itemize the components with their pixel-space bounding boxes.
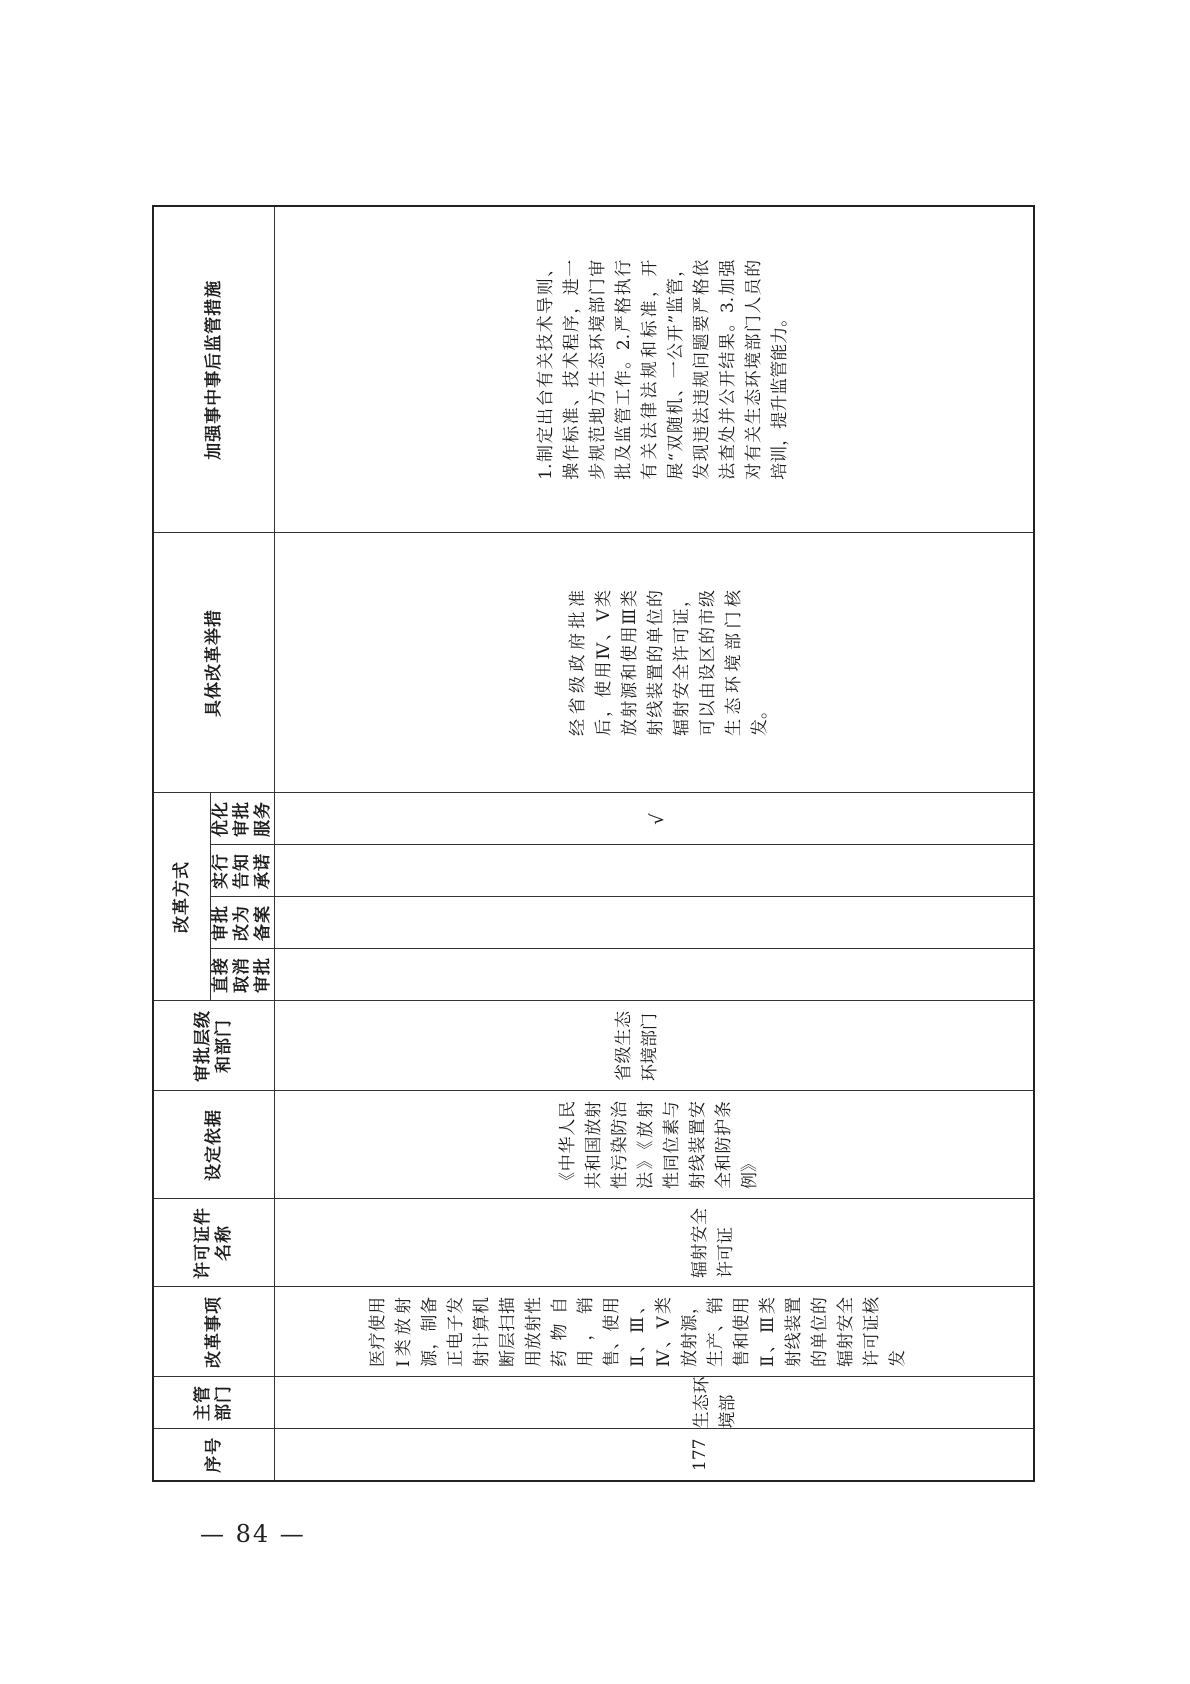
cell-supervision [275,206,1035,533]
mode-notify-value [275,846,645,897]
header-item: 改革事项 [153,1287,275,1377]
rotated-table-sheet [152,207,1035,1482]
mode-filing-value [275,898,645,949]
item-value: 医疗使用Ⅰ类放射源，制备正电子发射计算机断层扫描用放射性药物自用，销售、使用Ⅱ、Ⅲ、Ⅳ、Ⅴ类放射源，生产、销售和使用Ⅱ、Ⅲ类射线装置的单位的辐射安全许可证核发 [368,1297,908,1367]
cell-mode-filing [275,897,1035,949]
supervision-value: 1.制定出台有关技术导则、操作标准、技术程序，进一步规范地方生态环境部门审批及监管工作。2.严格执行有关法律法规和标准，开展“双随机、一公开”监管，发现违法违规问题要严格依法查处并公开结果。3.加强对有关生态环境部门人员的培训，提升监管能力。 [536,259,790,480]
header-dept: 主管部门 [153,1377,275,1429]
dept-value: 生态环境部 [692,1376,738,1429]
page-number: — 84 — [200,1520,306,1548]
cell-item [275,1287,1035,1377]
basis-value: 《中华人民共和国放射性污染防治法》《放射性同位素与射线装置安全和防护条例》 [558,1101,760,1189]
header-mode-cancel: 直接取消审批 [211,949,275,1001]
level-value: 省级生态环境部门 [614,1011,660,1081]
reform-table [152,205,1035,1482]
cell-dept [275,1377,1035,1429]
header-reform-mode: 改革方式 [153,793,211,1001]
cell-measures [275,533,1035,793]
header-level: 审批层级和部门 [153,1001,275,1091]
measures-value: 经省级政府批准后，使用Ⅳ、Ⅴ类放射源和使用Ⅲ类射线装置的单位的辐射安全许可证，可以由设区的市级生态环境部门核发。 [568,590,770,736]
checkmark-icon: √ [647,813,668,825]
header-supervision: 加强事中事后监管措施 [153,206,275,533]
header-measures: 具体改革举措 [153,533,275,793]
header-mode-notify: 实行告知承诺 [211,845,275,897]
header-basis: 设定依据 [153,1091,275,1199]
cell-level [275,1001,1035,1091]
cell-mode-cancel [275,949,1035,1001]
table-row [275,206,1035,1481]
mode-cancel-value [275,950,645,1001]
cell-mode-notify [275,845,1035,897]
cell-cert [275,1199,1035,1287]
cert-value: 辐射安全许可证 [690,1208,736,1278]
cell-basis [275,1091,1035,1199]
header-seq: 序号 [153,1429,275,1481]
header-mode-optimize: 优化审批服务 [211,793,275,845]
cell-seq [275,1429,1035,1481]
cell-mode-optimize [275,793,1035,845]
header-mode-filing: 审批改为备案 [211,897,275,949]
header-cert: 许可证件名称 [153,1199,275,1287]
seq-value: 177 [690,1438,710,1471]
